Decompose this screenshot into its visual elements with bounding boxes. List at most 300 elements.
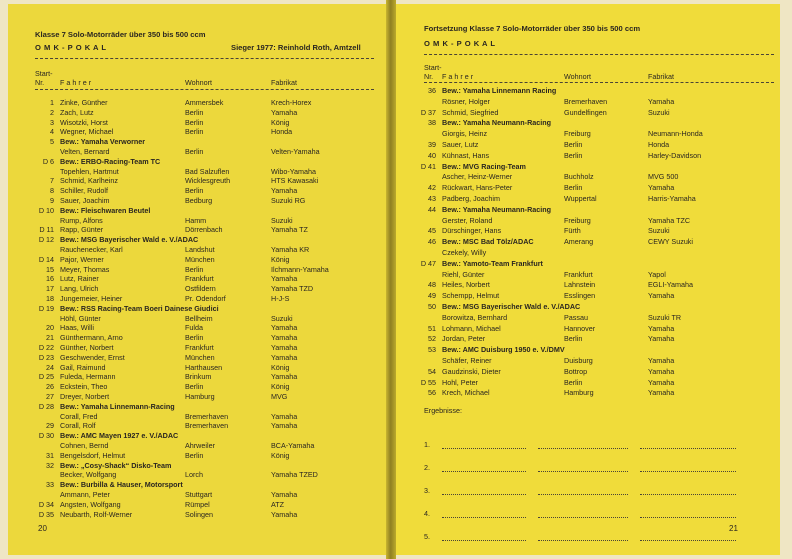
entry-row [8, 118, 386, 127]
rider-name: Eckstein, Theo [60, 382, 108, 392]
hometown: Hamburg [564, 388, 594, 398]
result-place-label: 5. [424, 532, 430, 541]
col-fabrikat: Fabrikat [648, 72, 674, 81]
manufacturer: Honda [648, 140, 670, 149]
manufacturer: Wibo-Yamaha [271, 166, 317, 176]
hometown: Berlin [564, 150, 583, 160]
entry-team-row [396, 162, 780, 171]
hometown: Hamm [185, 215, 207, 225]
entry-row [396, 280, 780, 289]
entry-row [8, 265, 386, 274]
entry-row [8, 451, 386, 460]
rider-name: Bew.: MSG Bayerischer Wald e. V./ADAC [442, 302, 581, 311]
manufacturer: König [271, 382, 290, 392]
start-number: 5 [50, 137, 54, 147]
start-number: 17 [46, 284, 54, 294]
result-fill-line [538, 471, 628, 472]
rider-name: Bew.: Yamoto-Team Frankfurt [442, 258, 543, 268]
rider-name: Gail, Raimund [60, 362, 106, 372]
hometown: Bottrop [564, 366, 588, 376]
rider-name: Heiles, Norbert [442, 280, 490, 290]
result-fill-line [442, 494, 526, 495]
manufacturer: EGLI-Yamaha [648, 280, 694, 290]
rider-name: Riehl, Günter [442, 269, 485, 279]
rider-name: Giorgis, Heinz [442, 129, 488, 139]
manufacturer: Yamaha TZD [271, 284, 314, 294]
start-number: 52 [428, 334, 436, 344]
rider-name: Krech, Michael [442, 388, 490, 398]
rider-name: Gerster, Roland [442, 215, 493, 225]
entry-team-row [8, 157, 386, 166]
hometown: Bad Salzuflen [185, 166, 230, 176]
rider-name: Corall, Fred [60, 411, 98, 421]
rider-name: Bew.: MSC Bad Tölz/ADAC [442, 237, 534, 247]
rider-name: Sauer, Joachim [60, 196, 110, 205]
manufacturer: Neumann-Honda [648, 129, 703, 139]
hometown: Ahrweiler [185, 441, 215, 450]
start-number: D 41 [420, 161, 436, 171]
manufacturer: Harris-Yamaha [648, 194, 696, 203]
entry-row [8, 284, 386, 293]
manufacturer: Yamaha TZED [271, 470, 318, 480]
book-gutter [386, 0, 396, 559]
col-wohnort: Wohnort [185, 78, 213, 87]
entry-team-row [8, 461, 386, 470]
rider-name: Schmid, Karlheinz [60, 176, 118, 186]
rider-name: Borowitza, Bernhard [442, 312, 508, 322]
start-number: D 14 [38, 254, 54, 264]
manufacturer: HTS Kawasaki [271, 176, 319, 186]
rider-name: Zinke, Günther [60, 98, 108, 107]
result-fill-line [442, 540, 526, 541]
manufacturer: Suzuki [648, 226, 670, 236]
hometown: Freiburg [564, 215, 591, 225]
hometown: Hamburg [185, 392, 215, 401]
rider-name: Rückwart, Hans-Peter [442, 183, 513, 193]
entry-row [396, 194, 780, 203]
rider-name: Ascher, Heinz-Werner [442, 172, 513, 182]
entry-row [8, 108, 386, 117]
hometown: Ostfildern [185, 284, 216, 294]
entry-row [396, 151, 780, 160]
hometown: Berlin [185, 107, 204, 117]
rider-name: Angsten, Wolfgang [60, 499, 121, 509]
rider-name: Hohl, Peter [442, 377, 478, 387]
entry-row [8, 147, 386, 156]
entry-row [8, 186, 386, 195]
manufacturer: König [271, 450, 290, 460]
rider-name: Czekely, Willy [442, 248, 487, 257]
entry-row [8, 323, 386, 332]
rider-name: Ammann, Peter [60, 490, 110, 499]
hometown: Bremerhaven [185, 421, 229, 431]
result-fill-line [442, 471, 526, 472]
manufacturer: H-J-S [271, 294, 290, 303]
hometown: Berlin [185, 450, 204, 460]
rider-name: Dürschinger, Hans [442, 226, 502, 236]
rider-name: Sauer, Lutz [442, 140, 479, 149]
entry-row [8, 98, 386, 107]
results-label: Ergebnisse: [424, 406, 462, 415]
manufacturer: Yamaha [648, 356, 675, 365]
class-title: Fortsetzung Klasse 7 Solo-Motorräder über 350 bis 500 ccm [424, 24, 641, 33]
hometown: Berlin [185, 127, 204, 137]
hometown: Berlin [564, 334, 583, 344]
manufacturer: Yamaha [271, 333, 298, 343]
hometown: Landshut [185, 245, 215, 254]
manufacturer: Suzuki [648, 107, 670, 117]
entry-row [396, 367, 780, 376]
entry-team-row [396, 237, 780, 246]
rider-name: Bew.: MVG Racing-Team [442, 161, 526, 171]
rider-name: Bew.: Yamaha Verworner [60, 137, 146, 147]
manufacturer: ATZ [271, 499, 285, 509]
rider-name: Bengelsdorf, Helmut [60, 450, 126, 460]
entry-row [8, 382, 386, 391]
hometown: München [185, 254, 215, 264]
entry-row [396, 356, 780, 365]
manufacturer: Ilchmann-Yamaha [271, 264, 329, 274]
result-fill-line [538, 540, 628, 541]
start-number: 40 [428, 150, 436, 160]
divider [35, 89, 374, 90]
entry-row [8, 490, 386, 499]
hometown: Bremerhaven [185, 411, 229, 421]
rider-name: Geschwender, Ernst [60, 352, 125, 362]
entry-row [396, 270, 780, 279]
rider-name: Wisotzki, Horst [60, 117, 108, 127]
manufacturer: Yamaha [271, 372, 298, 382]
result-fill-line [538, 448, 628, 449]
hometown: Duisburg [564, 356, 593, 365]
rider-name: Schempp, Helmut [442, 291, 500, 301]
start-number: D 10 [38, 205, 54, 215]
col-fahrer: F a h r e r [442, 72, 474, 81]
hometown: Amerang [564, 237, 594, 247]
page-number: 21 [729, 524, 738, 533]
rider-name: Meyer, Thomas [60, 264, 110, 274]
start-number: 51 [428, 323, 436, 333]
entry-row [8, 255, 386, 264]
start-number: 32 [46, 460, 54, 470]
col-start: Start- [35, 69, 53, 78]
rider-name: Bew.: „Cosy-Shack“ Disko-Team [60, 460, 172, 470]
start-number: 9 [50, 196, 54, 205]
entry-row [8, 127, 386, 136]
manufacturer: Honda [271, 127, 293, 137]
manufacturer: Suzuki [271, 313, 293, 323]
manufacturer: König [271, 117, 290, 127]
manufacturer: Yamaha [648, 377, 675, 387]
entry-row [8, 392, 386, 401]
entry-row [8, 176, 386, 185]
entry-row [8, 510, 386, 519]
rider-name: Bew.: AMC Mayen 1927 e. V./ADAC [60, 431, 179, 441]
start-number: 54 [428, 366, 436, 376]
start-number: 26 [46, 382, 54, 392]
cup-title: O M K - P O K A L [424, 39, 496, 48]
start-number: D 11 [39, 225, 54, 235]
entry-row [8, 245, 386, 254]
hometown: Berlin [564, 140, 583, 149]
rider-name: Wegner, Michael [60, 127, 114, 137]
result-fill-line [640, 494, 736, 495]
entry-team-row [396, 86, 780, 95]
col-wohnort: Wohnort [564, 72, 592, 81]
hometown: Bedburg [185, 196, 213, 205]
entry-row [8, 333, 386, 342]
manufacturer: König [271, 254, 290, 264]
start-number: 18 [46, 294, 54, 303]
manufacturer: Yamaha [271, 411, 298, 421]
entry-row [8, 363, 386, 372]
result-place-label: 3. [424, 486, 430, 495]
hometown: Buchholz [564, 172, 594, 182]
entry-row [8, 353, 386, 362]
start-number: 24 [46, 362, 54, 372]
hometown: Berlin [564, 377, 583, 387]
start-number: D 23 [38, 352, 54, 362]
start-number: 39 [428, 140, 436, 149]
hometown: Fürth [564, 226, 581, 236]
hometown: Fulda [185, 323, 203, 333]
entry-row [8, 441, 386, 450]
rider-name: Bew.: RSS Racing-Team Boeri Dainese Giudici [60, 303, 219, 313]
rider-name: Haas, Willi [60, 323, 94, 333]
start-number: 44 [428, 204, 436, 214]
rider-name: Bew.: Yamaha Neumann-Racing [442, 118, 552, 128]
manufacturer: Yamaha TZ [271, 225, 308, 235]
entry-team-row [8, 304, 386, 313]
rider-name: Rapp, Günter [60, 225, 104, 235]
start-number: 36 [428, 86, 436, 95]
rider-name: Bew.: AMC Duisburg 1950 e. V./DMV [442, 345, 565, 355]
manufacturer: Yamaha [271, 186, 298, 196]
manufacturer: Yamaha [648, 96, 675, 106]
start-number: 3 [50, 117, 54, 127]
col-nr: Nr. [424, 72, 434, 81]
start-number: D 37 [420, 107, 436, 117]
entry-row [8, 421, 386, 430]
start-number: 20 [46, 323, 54, 333]
page-left [8, 4, 386, 555]
rider-name: Fuleda, Hermann [60, 372, 116, 382]
rider-name: Dreyer, Norbert [60, 392, 110, 401]
hometown: Pr. Odendorf [185, 294, 226, 303]
manufacturer: Suzuki RG [271, 196, 306, 205]
rider-name: Höhl, Günter [60, 313, 101, 323]
rider-name: Rump, Alfons [60, 215, 103, 225]
hometown: Stuttgart [185, 490, 213, 499]
entry-row [8, 314, 386, 323]
result-fill-line [442, 517, 526, 518]
hometown: Gundelfingen [564, 107, 607, 117]
result-fill-line [640, 471, 736, 472]
rider-name: Bew.: Fleischwaren Beutel [60, 205, 151, 215]
start-number: 21 [46, 333, 54, 343]
col-start: Start- [424, 63, 442, 72]
entry-row [396, 388, 780, 397]
manufacturer: Yamaha [271, 107, 298, 117]
entry-row [8, 216, 386, 225]
entry-row [396, 172, 780, 181]
rider-name: Neubarth, Rolf-Werner [60, 509, 133, 519]
manufacturer: Yamaha [648, 183, 675, 193]
col-fabrikat: Fabrikat [271, 78, 297, 87]
start-number: 56 [428, 388, 436, 398]
start-number: D 34 [38, 499, 54, 509]
entry-row [396, 248, 780, 257]
result-fill-line [442, 448, 526, 449]
col-nr: Nr. [35, 78, 45, 87]
rider-name: Velten, Bernard [60, 147, 110, 156]
start-number: D 47 [420, 258, 436, 268]
rider-name: Günthermann, Arno [60, 333, 123, 343]
cup-title: O M K - P O K A L [35, 43, 107, 52]
entry-row [396, 313, 780, 322]
entry-team-row [8, 480, 386, 489]
entry-row [396, 129, 780, 138]
hometown: Berlin [185, 147, 204, 156]
hometown: Berlin [185, 117, 204, 127]
entry-row [8, 274, 386, 283]
manufacturer: MVG [271, 392, 288, 401]
rider-name: Bew.: Burbilla & Hauser, Motorsport [60, 480, 183, 490]
entry-row [396, 216, 780, 225]
divider [424, 82, 774, 83]
manufacturer: CEWY Suzuki [648, 237, 694, 247]
start-number: 49 [428, 291, 436, 301]
rider-name: Gaudzinski, Dieter [442, 366, 501, 376]
entry-team-row [8, 402, 386, 411]
manufacturer: BCA-Yamaha [271, 441, 315, 450]
entry-row [396, 378, 780, 387]
entry-row [396, 97, 780, 106]
manufacturer: Krech-Horex [271, 98, 312, 107]
rider-name: Topehlen, Hartmut [60, 166, 119, 176]
rider-name: Schiller, Rudolf [60, 186, 108, 196]
hometown: Berlin [185, 333, 204, 343]
start-number: D 28 [38, 401, 54, 411]
hometown: Bellheim [185, 313, 213, 323]
rider-name: Lang, Ulrich [60, 284, 99, 294]
hometown: Frankfurt [185, 274, 214, 284]
entry-row [8, 196, 386, 205]
result-fill-line [538, 494, 628, 495]
entry-team-row [8, 137, 386, 146]
hometown: Frankfurt [185, 343, 214, 352]
start-number: D 35 [38, 509, 54, 519]
hometown: Berlin [185, 264, 204, 274]
rider-name: Padberg, Joachim [442, 194, 500, 203]
start-number: 38 [428, 118, 436, 128]
hometown: Freiburg [564, 129, 591, 139]
start-number: 27 [46, 392, 54, 401]
start-number: 7 [50, 176, 54, 186]
start-number: D 25 [38, 372, 54, 382]
winner-note: Sieger 1977: Reinhold Roth, Amtzell [231, 43, 361, 52]
entry-row [396, 291, 780, 300]
entry-row [8, 343, 386, 352]
entry-row [396, 226, 780, 235]
rider-name: Schmid, Siegfried [442, 107, 499, 117]
result-fill-line [640, 448, 736, 449]
start-number: 16 [46, 274, 54, 284]
entry-team-row [396, 118, 780, 127]
rider-name: Cohnen, Bernd [60, 441, 109, 450]
rider-name: Corall, Rolf [60, 421, 96, 431]
start-number: 15 [46, 264, 54, 274]
hometown: Passau [564, 312, 588, 322]
entry-row [8, 225, 386, 234]
hometown: Hannover [564, 323, 596, 333]
hometown: Harthausen [185, 362, 223, 372]
hometown: Dörrenbach [185, 225, 223, 235]
start-number: 2 [50, 107, 54, 117]
hometown: Berlin [564, 183, 583, 193]
hometown: Ammersbek [185, 98, 224, 107]
manufacturer: Suzuki [271, 215, 293, 225]
hometown: Bremerhaven [564, 96, 608, 106]
rider-name: Bew.: Yamaha Linnemann-Racing [60, 401, 175, 411]
manufacturer: Yamaha [271, 352, 298, 362]
entry-row [8, 500, 386, 509]
start-number: 4 [50, 127, 54, 137]
start-number: 29 [46, 421, 54, 431]
start-number: D 19 [38, 303, 54, 313]
class-title: Klasse 7 Solo-Motorräder über 350 bis 500 ccm [35, 30, 206, 39]
hometown: Lorch [185, 470, 203, 480]
entry-row [8, 372, 386, 381]
rider-name: Bew.: MSG Bayerischer Wald e. V./ADAC [60, 235, 199, 245]
rider-name: Günther, Norbert [60, 343, 114, 352]
manufacturer: Yamaha [648, 323, 675, 333]
rider-name: Pajor, Werner [60, 254, 104, 264]
hometown: Solingen [185, 509, 213, 519]
hometown: Wicklesgreuth [185, 176, 231, 186]
manufacturer: Yamaha [271, 490, 298, 499]
entry-team-row [8, 431, 386, 440]
hometown: Berlin [185, 382, 204, 392]
result-fill-line [538, 517, 628, 518]
entry-team-row [396, 205, 780, 214]
entry-row [396, 183, 780, 192]
start-number: 31 [46, 450, 54, 460]
start-number: D 22 [38, 343, 54, 352]
start-number: 43 [428, 194, 436, 203]
hometown: Berlin [185, 186, 204, 196]
entry-team-row [396, 345, 780, 354]
start-number: 33 [46, 480, 54, 490]
manufacturer: Yamaha [648, 366, 675, 376]
rider-name: Kühnast, Hans [442, 150, 490, 160]
manufacturer: MVG 500 [648, 172, 679, 182]
rider-name: Becker, Wolfgang [60, 470, 117, 480]
entry-row [396, 324, 780, 333]
rider-name: Bew.: ERBO-Racing-Team TC [60, 156, 161, 166]
manufacturer: Velten-Yamaha [271, 147, 320, 156]
hometown: München [185, 352, 215, 362]
result-place-label: 2. [424, 463, 430, 472]
manufacturer: Yamaha [648, 291, 675, 301]
entry-row [8, 470, 386, 479]
entry-team-row [8, 206, 386, 215]
result-fill-line [640, 540, 736, 541]
page-right [396, 4, 780, 555]
hometown: Wuppertal [564, 194, 597, 203]
rider-name: Zach, Lutz [60, 107, 94, 117]
start-number: 8 [50, 186, 54, 196]
